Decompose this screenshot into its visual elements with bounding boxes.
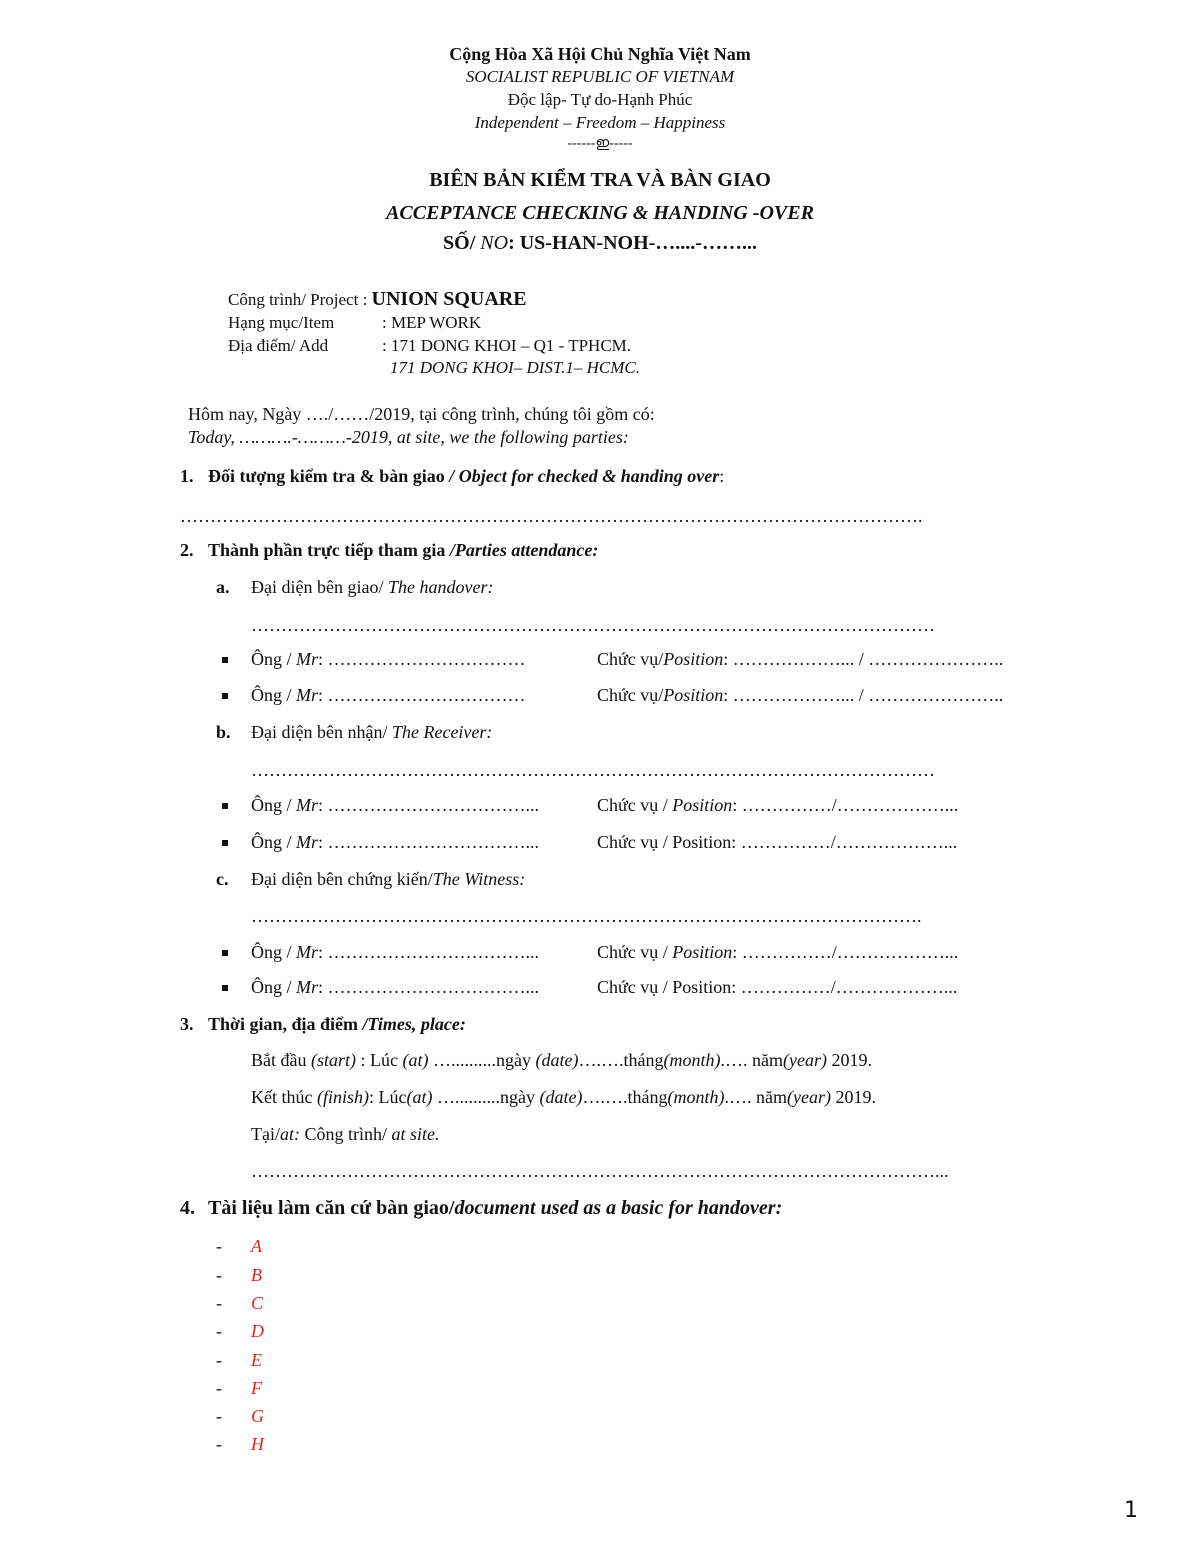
mr-label-vi: Ông /	[251, 942, 296, 962]
doc-item-bullet: -	[216, 1321, 222, 1341]
section2-heading-vi: Thành phần trực tiếp tham gia	[208, 540, 450, 560]
bullet-square-icon	[222, 985, 228, 991]
mr-label-en: Mr	[296, 685, 318, 705]
national-title-vi: Cộng Hòa Xã Hội Chủ Nghĩa Việt Nam	[449, 44, 751, 64]
party-a-fill-line: ……………………………………………………………………………………………………	[251, 615, 935, 635]
doc-item: H	[251, 1434, 264, 1454]
site-label-en: at site.	[387, 1124, 440, 1144]
mr-label-vi: Ông /	[251, 832, 296, 852]
mr-dots: : ……………………………...	[318, 942, 540, 962]
start-time-line	[251, 1050, 872, 1071]
start-label: Bắt đầu	[251, 1050, 311, 1070]
party-a-label	[251, 577, 493, 598]
doc-item: C	[251, 1293, 264, 1313]
doc-item-bullet: -	[216, 1406, 222, 1426]
party-b-position-1	[597, 795, 958, 816]
mr-label-vi: Ông /	[251, 685, 296, 705]
position-label-vi: Chức vụ/	[597, 685, 664, 705]
position-dots: : ………………... / …………………..	[723, 649, 1004, 669]
doc-item: A	[251, 1236, 262, 1256]
year-label-en: (year)	[786, 1087, 831, 1107]
at-label-en: (at)	[406, 1087, 433, 1107]
date-label-en: (date)	[539, 1087, 583, 1107]
party-b-label-en: The Receiver:	[391, 722, 493, 742]
section4-heading-vi: Tài liệu làm căn cứ bàn giao/	[208, 1197, 455, 1219]
bullet-square-icon	[222, 840, 228, 846]
number-label-vi: SỐ/	[443, 232, 481, 254]
number-value: : US-HAN-NOH-…....-……...	[508, 232, 757, 254]
doc-item-bullet: -	[216, 1293, 222, 1313]
position-dots: : ……………/………………...	[731, 832, 958, 852]
year-label: .…. năm	[720, 1050, 783, 1070]
party-b-person-1	[251, 795, 539, 816]
page-number: 1	[1124, 1498, 1138, 1523]
party-b-label	[251, 722, 492, 743]
section3-number: 3.	[180, 1014, 194, 1034]
year-value: 2019.	[830, 1087, 876, 1107]
date-label-en: (date)	[535, 1050, 579, 1070]
mr-dots: : ……………………………...	[318, 977, 540, 997]
year-value: 2019.	[826, 1050, 872, 1070]
party-c-label-en: The Witness:	[432, 869, 526, 889]
finish-time-line	[251, 1087, 876, 1108]
party-b-position-2	[597, 832, 957, 853]
position-dots: : ……………/………………...	[732, 942, 959, 962]
position-label-en: Position	[672, 942, 733, 962]
national-title-en: SOCIALIST REPUBLIC OF VIETNAM	[465, 67, 735, 86]
intro-vi: Hôm nay, Ngày …./……/2019, tại công trình, chúng tôi gồm có:	[188, 404, 655, 424]
doc-item: E	[251, 1350, 262, 1370]
finish-label: Kết thúc	[251, 1087, 317, 1107]
month-label: ….….tháng	[578, 1050, 664, 1070]
doc-item-bullet: -	[216, 1265, 222, 1285]
intro-en: Today, ……….-………-2019, at site, we the following parties:	[188, 427, 629, 447]
section2-heading	[208, 540, 598, 561]
position-dots: : ………………... / …………………..	[723, 685, 1004, 705]
position-label-vi: Chức vụ / Position	[597, 832, 732, 852]
section2-number: 2.	[180, 540, 194, 560]
party-a-position-1	[597, 649, 1003, 670]
item-value: : MEP WORK	[382, 313, 482, 332]
project-label: Công trình/ Project :	[228, 290, 372, 309]
mr-label-vi: Ông /	[251, 977, 296, 997]
party-c-position-2	[597, 977, 957, 998]
motto-vi: Độc lập- Tự do-Hạnh Phúc	[507, 90, 693, 109]
doc-item: G	[251, 1406, 264, 1426]
section1-heading-en: / Object for checked & handing over	[449, 466, 720, 486]
mr-label-en: Mr	[296, 942, 318, 962]
doc-item-bullet: -	[216, 1378, 222, 1398]
position-dots: : ……………/………………...	[731, 977, 958, 997]
mr-label-en: Mr	[296, 977, 318, 997]
party-a-letter: a.	[216, 577, 230, 597]
doc-item-bullet: -	[216, 1350, 222, 1370]
at-label: : Lúc	[356, 1050, 403, 1070]
section3-fill-line: ……………………………………………………………………………………………………...	[251, 1161, 949, 1181]
section4-heading	[208, 1197, 782, 1220]
project-value: UNION SQUARE	[371, 288, 527, 310]
mr-dots: : ……………………………...	[318, 832, 540, 852]
start-label-en: (start)	[311, 1050, 356, 1070]
position-label-vi: Chức vụ / Position	[597, 977, 732, 997]
party-c-fill-line: ………………………………………………………………………………………………….	[251, 906, 922, 926]
year-label-en: (year)	[782, 1050, 827, 1070]
document-title-en: ACCEPTANCE CHECKING & HANDING -OVER	[386, 202, 814, 224]
party-c-position-1	[597, 942, 958, 963]
party-c-person-2	[251, 977, 539, 998]
ornament-divider: ------ഇ-----	[567, 136, 633, 151]
doc-item: D	[251, 1321, 264, 1341]
address-value-en: 171 DONG KHOI– DIST.1– HCMC.	[390, 358, 640, 377]
motto-en: Independent – Freedom – Happiness	[474, 113, 726, 132]
doc-item-bullet: -	[216, 1236, 222, 1256]
party-c-person-1	[251, 942, 539, 963]
mr-label-en: Mr	[296, 649, 318, 669]
item-label: Hạng mục/Item	[228, 313, 335, 332]
party-b-fill-line: ……………………………………………………………………………………………………	[251, 760, 935, 780]
section4-heading-en: document used as a basic for handover:	[454, 1197, 783, 1219]
site-label: Công trình/	[300, 1124, 388, 1144]
section4-number: 4.	[180, 1197, 195, 1219]
section1-fill-line: …………………………………………………………………………………………………………….	[180, 506, 923, 526]
section1-heading-end: :	[719, 466, 725, 486]
party-b-person-2	[251, 832, 539, 853]
mr-label-en: Mr	[296, 832, 318, 852]
month-label-en: (month)	[667, 1087, 725, 1107]
month-label-en: (month)	[663, 1050, 721, 1070]
bullet-square-icon	[222, 950, 228, 956]
date-label: …..........ngày	[428, 1050, 536, 1070]
section2-heading-en: /Parties attendance:	[449, 540, 599, 560]
party-a-label-vi: Đại diện bên giao/	[251, 577, 388, 597]
doc-item: B	[251, 1265, 262, 1285]
position-label-vi: Chức vụ /	[597, 795, 673, 815]
party-a-person-2	[251, 685, 526, 706]
place-label-en: at:	[280, 1124, 300, 1144]
section1-heading-vi: Đối tượng kiểm tra & bàn giao	[208, 466, 450, 486]
mr-label-vi: Ông /	[251, 649, 296, 669]
finish-label-en: (finish)	[316, 1087, 369, 1107]
position-label-en: Position	[663, 649, 724, 669]
party-a-position-2	[597, 685, 1003, 706]
position-label-en: Position	[663, 685, 724, 705]
document-title-vi: BIÊN BẢN KIỂM TRA VÀ BÀN GIAO	[429, 169, 771, 191]
bullet-square-icon	[222, 657, 228, 663]
doc-item-bullet: -	[216, 1434, 222, 1454]
mr-dots: : ……………………………	[318, 685, 526, 705]
party-b-letter: b.	[216, 722, 231, 742]
position-dots: : ……………/………………...	[732, 795, 959, 815]
mr-dots: : ……………………………...	[318, 795, 540, 815]
at-label-en: (at)	[402, 1050, 429, 1070]
place-label: Tại/	[251, 1124, 280, 1144]
mr-label-en: Mr	[296, 795, 318, 815]
position-label-vi: Chức vụ/	[597, 649, 664, 669]
position-label-en: Position	[672, 795, 733, 815]
section3-heading	[208, 1014, 466, 1035]
party-c-label-vi: Đại diện bên chứng kiến/	[251, 869, 433, 889]
section1-heading	[208, 466, 724, 487]
party-c-letter: c.	[216, 869, 229, 889]
mr-dots: : ……………………………	[318, 649, 526, 669]
section1-number: 1.	[180, 466, 194, 486]
section3-heading-vi: Thời gian, địa điểm	[208, 1014, 363, 1034]
party-c-label	[251, 869, 525, 890]
date-label: …..........ngày	[432, 1087, 540, 1107]
project-line	[228, 288, 527, 311]
party-a-person-1	[251, 649, 526, 670]
mr-label-vi: Ông /	[251, 795, 296, 815]
party-b-label-vi: Đại diện bên nhận/	[251, 722, 392, 742]
address-value-vi: : 171 DONG KHOI – Q1 - TPHCM.	[382, 336, 632, 355]
section3-heading-en: /Times, place:	[362, 1014, 466, 1034]
year-label: .…. năm	[724, 1087, 787, 1107]
place-line	[251, 1124, 440, 1145]
at-label: : Lúc	[368, 1087, 407, 1107]
bullet-square-icon	[222, 803, 228, 809]
document-number	[0, 232, 1200, 255]
address-label: Địa điểm/ Add	[228, 336, 329, 355]
month-label: ….….tháng	[582, 1087, 668, 1107]
doc-item: F	[251, 1378, 262, 1398]
party-a-label-en: The handover:	[387, 577, 494, 597]
bullet-square-icon	[222, 693, 228, 699]
position-label-vi: Chức vụ /	[597, 942, 673, 962]
number-label-en: NO	[480, 232, 509, 254]
